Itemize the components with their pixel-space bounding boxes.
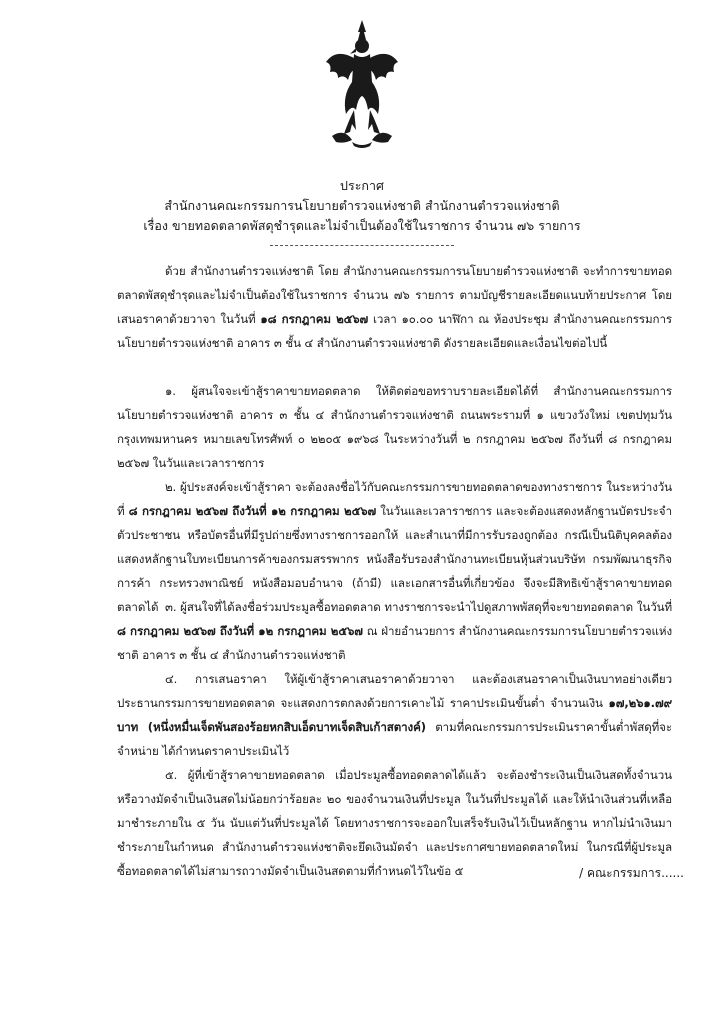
registration-period: ๘ กรกฎาคม ๒๕๖๗ ถึงวันที่ ๑๒ กรกฎาคม ๒๕๖๗ [128, 504, 377, 518]
announcement-title: ประกาศ [340, 178, 384, 193]
minimum-price: ๑๗,๒๖๑.๗๙ บาท (หนึ่งหมื่นเจ็ดพันสองร้อยหกสิบเอ็ดบาทเจ็ดสิบเก้าสตางค์) [117, 696, 672, 734]
garuda-emblem-icon [322, 18, 402, 150]
header-divider [270, 245, 454, 246]
condition-item-3: ๓. ผู้สนใจที่ได้ลงชื่อร่วมประมูลซื้อทอดตลาด ทางราชการจะนำไปดูสภาพพัสดุที่จะขายทอดตลาด ในวันที่ ๘ กรกฎาคม ๒๕๖๗ ถึงวันที่ ๑๒ กรกฎาคม ๒๕๖๗ ณ ฝ่ายอำนวยการ สำนักงานคณะกรรมการนโยบายตำรวจแห่งชาติ อาคาร ๓ ชั้น ๔ สำนักงานตำรวจแห่งชาติ [117, 600, 673, 662]
condition-item-1: ๑. ผู้สนใจจะเข้าสู้ราคาขายทอดตลาด ให้ติดต่อขอทราบรายละเอียดได้ที่ สำนักงานคณะกรรมการนโยบายตำรวจแห่งชาติ อาคาร ๓ ชั้น ๔ สำนักงานตำรวจแห่งชาติ ถนนพระรามที่ ๑ แขวงวังใหม่ เขตปทุมวัน กรุงเทพมหานคร หมายเลขโทรศัพท์ ๐ ๒๒๐๕ ๑๙๖๘ ในระหว่างวันที่ ๒ กรกฎาคม ๒๕๖๗ ถึงวันที่ ๘ กรกฎาคม ๒๕๖๗ ในวันและเวลาราชการ [117, 384, 672, 470]
agency-name: สำนักงานคณะกรรมการนโยบายตำรวจแห่งชาติ สำนักงานตำรวจแห่งชาติ [164, 198, 560, 213]
inspection-period: ๘ กรกฎาคม ๒๕๖๗ ถึงวันที่ ๑๒ กรกฎาคม ๒๕๖๗ [117, 624, 363, 638]
condition-item-4: ๔. การเสนอราคา ให้ผู้เข้าสู้ราคาเสนอราคาด้วยวาจา และต้องเสนอราคาเป็นเงินบาทอย่างเดียว ประธานกรรมการขายทอดตลาด จะแสดงการตกลงด้วยการเคาะไม้ ราคาประเมินขั้นต่ำ จำนวนเงิน ๑๗,๒๖๑.๗๙ บาท (หนึ่งหมื่นเจ็ดพันสองร้อยหกสิบเอ็ดบาทเจ็ดสิบเก้าสตางค์) ตามที่คณะกรรมการประเมินราคาขั้นต่ำพัสดุที่จะจำหน่าย ได้กำหนดราคาประเมินไว้ [117, 672, 672, 758]
condition-item-2: ๒. ผู้ประสงค์จะเข้าสู้ราคา จะต้องลงชื่อไว้กับคณะกรรมการขายทอดตลาดของทางราชการ ในระหว่างวันที่ ๘ กรกฎาคม ๒๕๖๗ ถึงวันที่ ๑๒ กรกฎาคม ๒๕๖๗ ในวันและเวลาราชการ และจะต้องแสดงหลักฐานบัตรประจำตัวประชาชน หรือบัตรอื่นที่มีรูปถ่ายซึ่งทางราชการออกให้ และสำเนาที่มีการรับรองถูกต้อง กรณีเป็นนิติบุคคลต้องแสดงหลักฐานใบทะเบียนการค้าของกรมสรรพากร หนังสือรับรองสำนักงานทะเบียนหุ้นส่วนบริษัท กรมพัฒนาธุรกิจการค้า กระทรวงพาณิชย์ หนังสือมอบอำนาจ (ถ้ามี) และเอกสารอื่นที่เกี่ยวข้อง จึงจะมีสิทธิเข้าสู้ราคาขายทอดตลาดได้ [117, 480, 672, 614]
continuation-marker: / คณะกรรมการ...... [579, 866, 684, 880]
condition-item-5: ๕. ผู้ที่เข้าสู้ราคาขายทอดตลาด เมื่อประมูลซื้อทอดตลาดได้แล้ว จะต้องชำระเงินเป็นเงินสดทั้งจำนวน หรือวางมัดจำเป็นเงินสดไม่น้อยกว่าร้อยละ ๒๐ ของจำนวนเงินที่ประมูล ในวันที่ประมูลได้ และให้นำเงินส่วนที่เหลือมาชำระภายใน ๕ วัน นับแต่วันที่ประมูลได้ โดยทางราชการจะออกใบเสร็จรับเงินไว้เป็นหลักฐาน หากไม่นำเงินมาชำระภายในกำหนด สำนักงานตำรวจแห่งชาติจะยึดเงินมัดจำ และประกาศขายทอดตลาดใหม่ ในกรณีที่ผู้ประมูลซื้อทอดตลาดได้ไม่สามารถวางมัดจำเป็นเงินสดตามที่กำหนดไว้ในข้อ ๕ [117, 768, 672, 878]
intro-paragraph: ด้วย สำนักงานตำรวจแห่งชาติ โดย สำนักงานคณะกรรมการนโยบายตำรวจแห่งชาติ จะทำการขายทอดตลาดพัสดุชำรุดและไม่จำเป็นต้องใช้ในราชการ จำนวน ๗๖ รายการ ตามบัญชีรายละเอียดแนบท้ายประกาศ โดยเสนอราคาด้วยวาจา ในวันที่ ๑๘ กรกฎาคม ๒๕๖๗ เวลา ๑๐.๐๐ นาฬิกา ณ ห้องประชุม สำนักงานคณะกรรมการนโยบายตำรวจแห่งชาติ อาคาร ๓ ชั้น ๔ สำนักงานตำรวจแห่งชาติ ดังรายละเอียดและเงื่อนไขต่อไปนี้ [117, 264, 673, 350]
announcement-subject: เรื่อง ขายทอดตลาดพัสดุชำรุดและไม่จำเป็นต้องใช้ในราชการ จำนวน ๗๖ รายการ [143, 218, 581, 233]
auction-date: ๑๘ กรกฎาคม ๒๕๖๗ [260, 312, 369, 326]
